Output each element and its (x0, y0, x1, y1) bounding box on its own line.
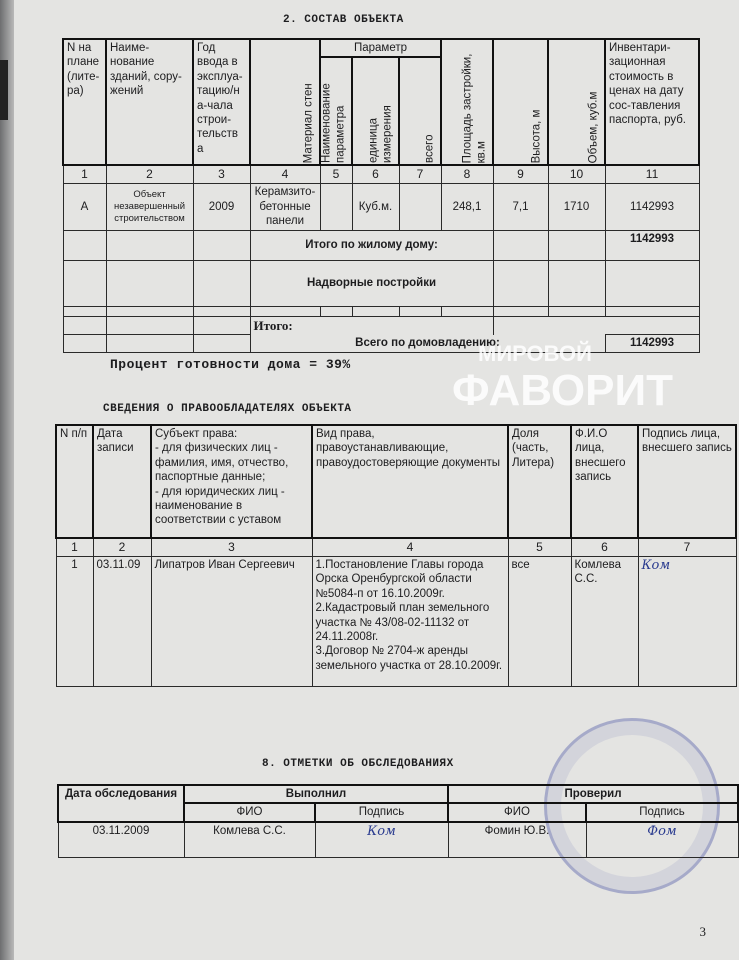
inspections-table (57, 784, 739, 858)
cell-material: Керамзито-бетонные панели (250, 184, 320, 230)
header-material: Материал стен (250, 39, 320, 165)
header-checked: Проверил (448, 785, 738, 803)
vsego-value: 1142993 (605, 335, 699, 352)
header-parameter: Параметр (320, 39, 441, 57)
col-num: 2 (93, 538, 151, 557)
header-share: Доля (часть, Литера) (508, 425, 571, 538)
cell-subject: Липатров Иван Сергеевич (151, 557, 312, 687)
header-inspection-date: Дата обследования (58, 785, 184, 822)
vsego-label: Всего по домовладению: (250, 335, 605, 352)
adjacent-pages-edge (0, 0, 14, 960)
table-row (63, 184, 699, 230)
header-sign-2: Подпись (586, 803, 738, 821)
col-num: 4 (250, 165, 320, 184)
header-subject: Субъект права: - для физических лиц - фамилия, имя, отчество, паспортные данные; - для юридических лиц - наименование в соответствии с уставом (151, 425, 312, 538)
col-num: 1 (56, 538, 93, 557)
cell-performer-signature: Ком (315, 822, 448, 858)
header-height: Высота, м (493, 39, 548, 165)
table-row (58, 822, 738, 858)
header-fio-1: ФИО (184, 803, 315, 821)
col-num: 8 (441, 165, 493, 184)
cell-checker: Фомин Ю.В. (448, 822, 586, 858)
col-num: 7 (399, 165, 441, 184)
cell-total (399, 184, 441, 230)
header-sign-1: Подпись (315, 803, 448, 821)
col-num: 4 (312, 538, 508, 557)
col-num: 3 (151, 538, 312, 557)
cell-n: 1 (56, 557, 93, 687)
col-num: 3 (193, 165, 250, 184)
watermark-line1: МИРОВОЙ (478, 341, 592, 366)
col-num: 6 (571, 538, 638, 557)
nadvornye-label: Надворные постройки (250, 260, 493, 306)
col-num: 6 (352, 165, 399, 184)
readiness-percent: Процент готовности дома = 39% (110, 357, 351, 372)
col-num: 9 (493, 165, 548, 184)
header-litera: N на плане (лите-ра) (63, 39, 106, 165)
header-unit: единица измерения (352, 57, 399, 165)
adjacent-page-mark (0, 60, 8, 120)
cell-volume: 1710 (548, 184, 605, 230)
table-row (56, 557, 736, 687)
cell-litera: А (63, 184, 106, 230)
object-composition-table (62, 38, 700, 353)
col-num: 5 (320, 165, 352, 184)
header-volume: Объем, куб.м (548, 39, 605, 165)
header-year: Год ввода в эксплуа-тацию/н а-чала строи-тельств а (193, 39, 250, 165)
section-2-title: 2. СОСТАВ ОБЪЕКТА (283, 14, 404, 26)
header-total: всего (399, 57, 441, 165)
header-fio-2: ФИО (448, 803, 586, 821)
owners-table (55, 424, 737, 687)
cell-height: 7,1 (493, 184, 548, 230)
header-performed: Выполнил (184, 785, 448, 803)
col-num: 7 (638, 538, 736, 557)
cell-area: 248,1 (441, 184, 493, 230)
col-num: 10 (548, 165, 605, 184)
header-right-docs: Вид права, правоустанавливающие, правоудостоверяющие документы (312, 425, 508, 538)
cell-share: все (508, 557, 571, 687)
cell-docs: 1.Постановление Главы города Орска Оренбургской области №5084-п от 16.10.2009г. 2.Кадастровый план земельного участка № 43/08-02-11132 от 24.11.2008г. 3.Договор № 2704-ж аренды земельного участка от 28.10.2009г. (312, 557, 508, 687)
cell-inspection-date: 03.11.2009 (58, 822, 184, 858)
itogo-dom-value: 1142993 (605, 230, 699, 260)
header-n: N п/п (56, 425, 93, 538)
header-date: Дата записи (93, 425, 151, 538)
cell-cost: 1142993 (605, 184, 699, 230)
owners-title: СВЕДЕНИЯ О ПРАВООБЛАДАТЕЛЯХ ОБЪЕКТА (103, 403, 352, 415)
header-name: Наиме-нование зданий, сору-жений (106, 39, 193, 165)
cell-performer: Комлева С.С. (184, 822, 315, 858)
header-area: Площадь застройки, кв.м (441, 39, 493, 165)
itogo-label: Итого: (250, 316, 493, 335)
col-num: 1 (63, 165, 106, 184)
watermark-line2: ФАВОРИТ (452, 366, 673, 415)
cell-name: Объект незавершенный строительством (106, 184, 193, 230)
page-number: 3 (699, 924, 706, 939)
col-num: 2 (106, 165, 193, 184)
cell-fio: Комлева С.С. (571, 557, 638, 687)
cell-signature: Ком (638, 557, 736, 687)
header-fio: Ф.И.О лица, внесшего запись (571, 425, 638, 538)
inspections-title: 8. ОТМЕТКИ ОБ ОБСЛЕДОВАНИЯХ (262, 758, 454, 770)
cell-param-name (320, 184, 352, 230)
header-param-name: Наименование параметра (320, 57, 352, 165)
col-num: 5 (508, 538, 571, 557)
header-cost: Инвентари-зационная стоимость в ценах на дату сос-тавления паспорта, руб. (605, 39, 699, 165)
cell-unit: Куб.м. (352, 184, 399, 230)
cell-year: 2009 (193, 184, 250, 230)
itogo-dom-label: Итого по жилому дому: (250, 230, 493, 260)
cell-date: 03.11.09 (93, 557, 151, 687)
cell-checker-signature: Фом (586, 822, 738, 858)
col-num: 11 (605, 165, 699, 184)
header-signature: Подпись лица, внесшего запись (638, 425, 736, 538)
